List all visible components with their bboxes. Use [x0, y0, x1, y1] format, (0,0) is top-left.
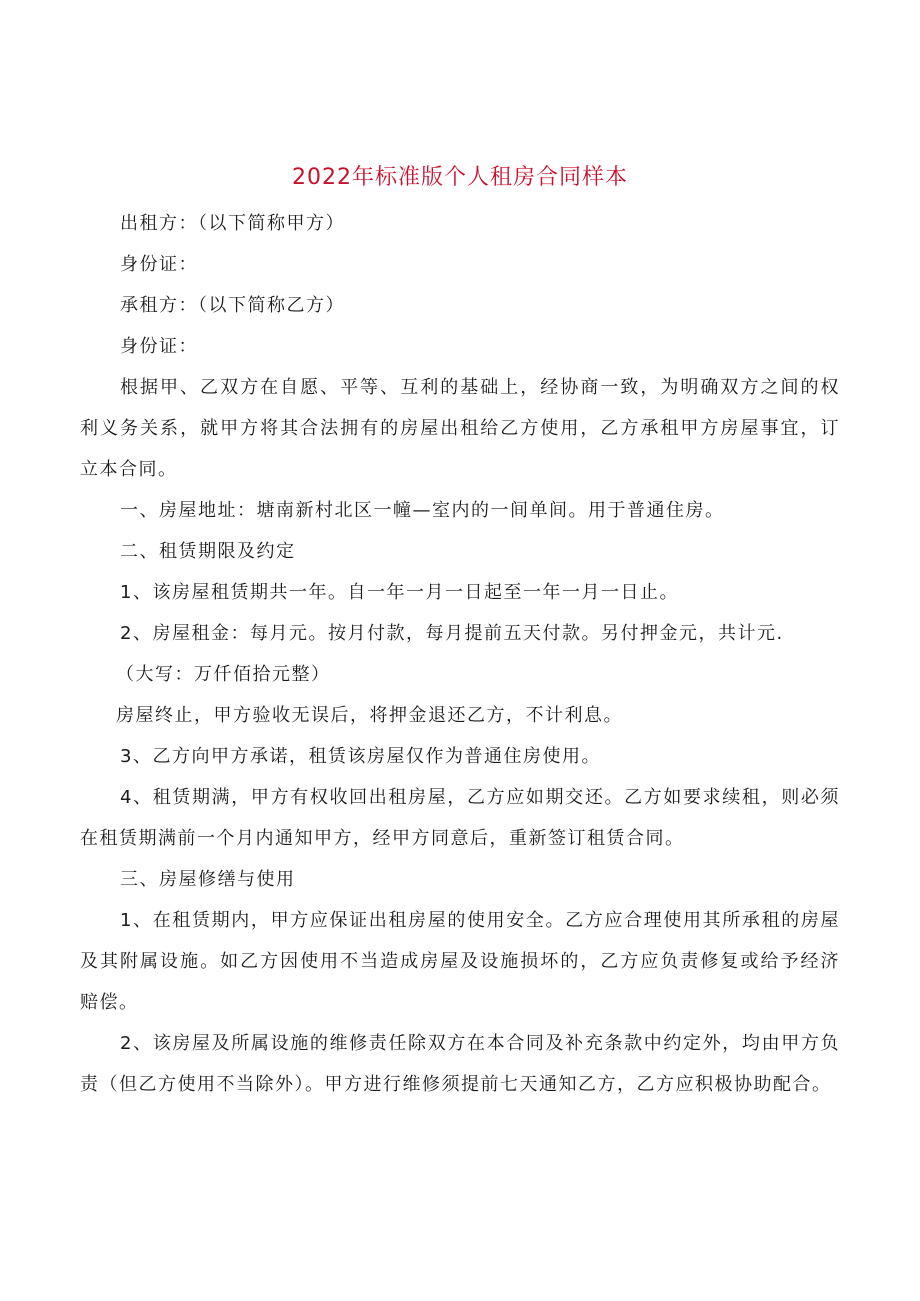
- lessor-line: 出租方：（以下简称甲方）: [120, 213, 345, 234]
- lessor-id-line: 身份证：: [120, 254, 198, 275]
- document-title: 2022年标准版个人租房合同样本: [292, 165, 628, 190]
- clause-2-3: 3、乙方向甲方承诺，租赁该房屋仅作为普通住房使用。: [120, 746, 601, 767]
- clause-3-1: 1、在租赁期内，甲方应保证出租房屋的使用安全。乙方应合理使用其所承租的房屋及其附属设施。如乙方因使用不当造成房屋及设施损坏的，乙方应负责修复或给予经济赔偿。: [80, 910, 840, 1013]
- clause-2-2-deposit-return: 房屋终止，甲方验收无误后，将押金退还乙方，不计利息。: [116, 705, 623, 726]
- section-1-address: 一、房屋地址：塘南新村北区一幢—室内的一间单间。用于普通住房。: [120, 500, 725, 521]
- document-body: [80, 203, 840, 1105]
- clause-3-2: 2、该房屋及所属设施的维修责任除双方在本合同及补充条款中约定外，均由甲方负责（但乙方使用不当除外）。甲方进行维修须提前七天通知乙方，乙方应积极协助配合。: [80, 1033, 840, 1095]
- clause-2-2: 2、房屋租金：每月元。按月付款，每月提前五天付款。另付押金元，共计元.: [120, 623, 784, 644]
- section-3-heading: 三、房屋修缮与使用: [120, 869, 296, 890]
- lessee-line: 承租方：（以下简称乙方）: [120, 295, 345, 316]
- clause-2-1: 1、该房屋租赁期共一年。自一年一月一日起至一年一月一日止。: [120, 582, 679, 603]
- preamble-paragraph: 根据甲、乙双方在自愿、平等、互利的基础上，经协商一致，为明确双方之间的权利义务关系，就甲方将其合法拥有的房屋出租给乙方使用，乙方承租甲方房屋事宜，订立本合同。: [80, 377, 840, 480]
- section-2-heading: 二、租赁期限及约定: [120, 541, 296, 562]
- clause-2-2-amount-in-words: （大写：万仟佰拾元整）: [116, 664, 331, 685]
- clause-2-4: 4、租赁期满，甲方有权收回出租房屋，乙方应如期交还。乙方如要求续租，则必须在租赁期满前一个月内通知甲方，经甲方同意后，重新签订租赁合同。: [80, 787, 840, 849]
- lessee-id-line: 身份证：: [120, 336, 198, 357]
